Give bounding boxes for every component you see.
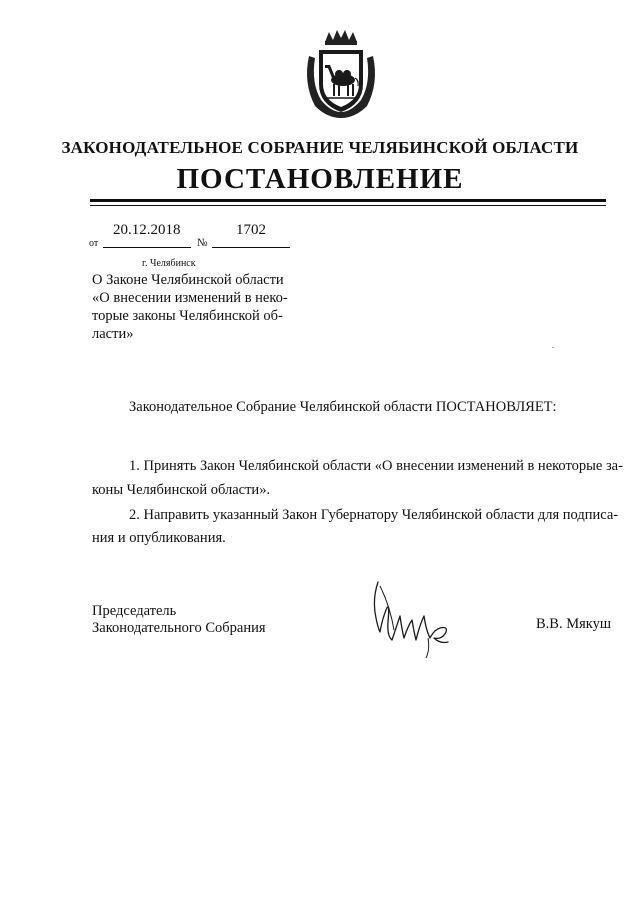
date-label: от (89, 238, 99, 249)
handwritten-signature (368, 580, 458, 660)
city-label: г. Челябинск (142, 258, 196, 269)
resolution-item-2-continuation: ния и опубликования. (92, 530, 226, 546)
signatory-name: В.В. Мякуш (536, 616, 612, 632)
subject-line: ласти» (92, 326, 134, 342)
header-divider-thick (90, 199, 606, 202)
number-underline (212, 247, 290, 248)
organization-title: ЗАКОНОДАТЕЛЬНОЕ СОБРАНИЕ ЧЕЛЯБИНСКОЙ ОБЛАСТИ (61, 138, 579, 157)
number-label: № (197, 237, 208, 249)
document-date: 20.12.2018 (113, 222, 181, 238)
crown-icon (325, 30, 357, 45)
signatory-title-line2: Законодательного Собрания (92, 620, 266, 636)
resolution-item-2: 2. Направить указанный Закон Губернатору Челябинской области для подписа- (129, 507, 619, 523)
signatory-title-line1: Председатель (92, 603, 177, 619)
resolution-item-1: 1. Принять Закон Челябинской области «О внесении изменений в некоторые за- (129, 458, 623, 474)
date-underline (103, 247, 191, 248)
document-type-heading: ПОСТАНОВЛЕНИЕ (176, 163, 464, 195)
resolution-preamble: Законодательное Собрание Челябинской области ПОСТАНОВЛЯЕТ: (129, 399, 557, 415)
subject-line: торые законы Челябинской об- (92, 308, 283, 324)
header-divider-thin (90, 205, 606, 206)
resolution-item-1-continuation: коны Челябинской области». (92, 482, 271, 498)
subject-line: «О внесении изменений в неко- (92, 290, 288, 306)
subject-line: О Законе Челябинской области (92, 272, 284, 288)
scan-speck (552, 347, 554, 348)
document-number: 1702 (236, 222, 266, 238)
coat-of-arms-emblem (301, 28, 381, 120)
document-subject (92, 271, 292, 343)
